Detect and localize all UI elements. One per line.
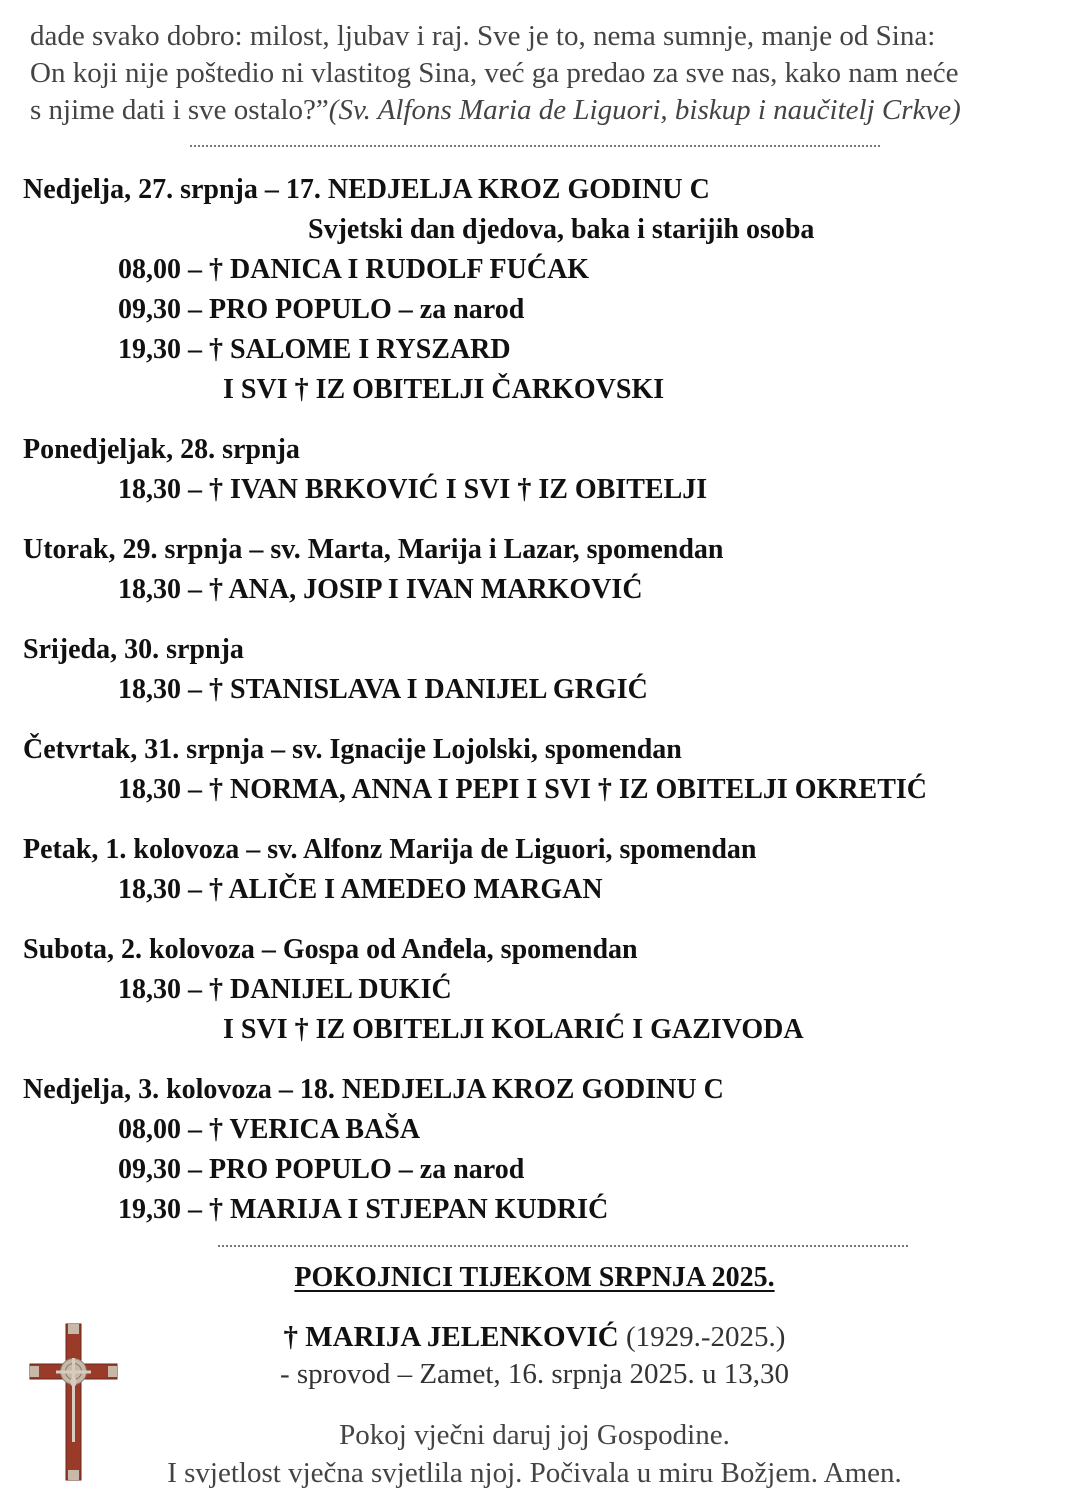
day-subtitle: Svjetski dan djedova, baka i starijih osoba xyxy=(308,214,815,245)
day-header: Četvrtak, 31. srpnja – sv. Ignacije Lojolski, spomendan xyxy=(23,734,682,765)
prayer xyxy=(0,1416,1069,1492)
schedule-day xyxy=(23,170,1063,410)
mass-entry: 09,30 – PRO POPULO – za narod xyxy=(118,294,525,325)
day-header: Subota, 2. kolovoza – Gospa od Anđela, spomendan xyxy=(23,934,638,965)
mass-entry: 09,30 – PRO POPULO – za narod xyxy=(118,1154,525,1185)
schedule-day xyxy=(23,530,1063,610)
schedule-day xyxy=(23,630,1063,710)
funeral-info: - sprovod – Zamet, 16. srpnja 2025. u 13,30 xyxy=(279,1358,790,1390)
deceased-entry xyxy=(0,1321,1069,1354)
mass-entry: 18,30 – † IVAN BRKOVIĆ I SVI † IZ OBITELJI xyxy=(118,474,708,505)
deceased-years: (1929.-2025.) xyxy=(625,1321,786,1353)
quote-source: (Sv. Alfons Maria de Liguori, biskup i naučitelj Crkve) xyxy=(328,94,961,126)
mass-entry: 08,00 – † VERICA BAŠA xyxy=(118,1114,421,1145)
schedule-day xyxy=(23,830,1063,910)
intro-line-3 xyxy=(30,92,1060,129)
intro-line-2: On koji nije poštedio ni vlastitog Sina, već ga predao za sve nas, kako nam neće xyxy=(30,57,959,89)
mass-entry: 08,00 – † DANICA I RUDOLF FUĆAK xyxy=(118,254,590,285)
deceased-name: † MARIJA JELENKOVIĆ xyxy=(283,1321,619,1353)
mass-entry: 18,30 – † NORMA, ANNA I PEPI I SVI † IZ OBITELJI OKRETIĆ xyxy=(118,774,928,805)
dotted-divider-bottom xyxy=(218,1245,908,1247)
mass-entry: 18,30 – † ALIČE I AMEDEO MARGAN xyxy=(118,874,603,905)
intro-quote xyxy=(30,18,1060,129)
dotted-divider-top xyxy=(190,145,880,147)
mass-entry: 18,30 – † STANISLAVA I DANIJEL GRGIĆ xyxy=(118,674,648,705)
schedule-day xyxy=(23,430,1063,510)
mass-schedule xyxy=(23,170,1063,1250)
day-header: Ponedjeljak, 28. srpnja xyxy=(23,434,300,465)
prayer-line-1: Pokoj vječni daruj joj Gospodine. xyxy=(339,1419,730,1451)
crucifix-icon xyxy=(26,1322,121,1482)
day-header: Nedjelja, 3. kolovoza – 18. NEDJELJA KROZ GODINU C xyxy=(23,1074,724,1105)
day-header: Petak, 1. kolovoza – sv. Alfonz Marija de Liguori, spomendan xyxy=(23,834,757,865)
deceased-title: POKOJNICI TIJEKOM SRPNJA 2025. xyxy=(294,1262,775,1293)
mass-entry: 19,30 – † SALOME I RYSZARD xyxy=(118,334,511,365)
mass-entry-continuation: I SVI † IZ OBITELJI ČARKOVSKI xyxy=(223,374,665,405)
mass-entry: 19,30 – † MARIJA I STJEPAN KUDRIĆ xyxy=(118,1194,609,1225)
day-header: Nedjelja, 27. srpnja – 17. NEDJELJA KROZ GODINU C xyxy=(23,174,710,205)
mass-entry: 18,30 – † DANIJEL DUKIĆ xyxy=(118,974,452,1005)
intro-line-1: dade svako dobro: milost, ljubav i raj. Sve je to, nema sumnje, manje od Sina: xyxy=(30,20,936,52)
day-header: Srijeda, 30. srpnja xyxy=(23,634,244,665)
intro-line-3-text: s njime dati i sve ostalo?” xyxy=(30,94,329,126)
schedule-day xyxy=(23,930,1063,1050)
schedule-day xyxy=(23,1070,1063,1230)
mass-entry: 18,30 – † ANA, JOSIP I IVAN MARKOVIĆ xyxy=(118,574,643,605)
prayer-line-2: I svjetlost vječna svjetlila njoj. Počivala u miru Božjem. Amen. xyxy=(167,1457,902,1489)
mass-entry-continuation: I SVI † IZ OBITELJI KOLARIĆ I GAZIVODA xyxy=(223,1014,804,1045)
day-header: Utorak, 29. srpnja – sv. Marta, Marija i Lazar, spomendan xyxy=(23,534,724,565)
schedule-day xyxy=(23,730,1063,810)
